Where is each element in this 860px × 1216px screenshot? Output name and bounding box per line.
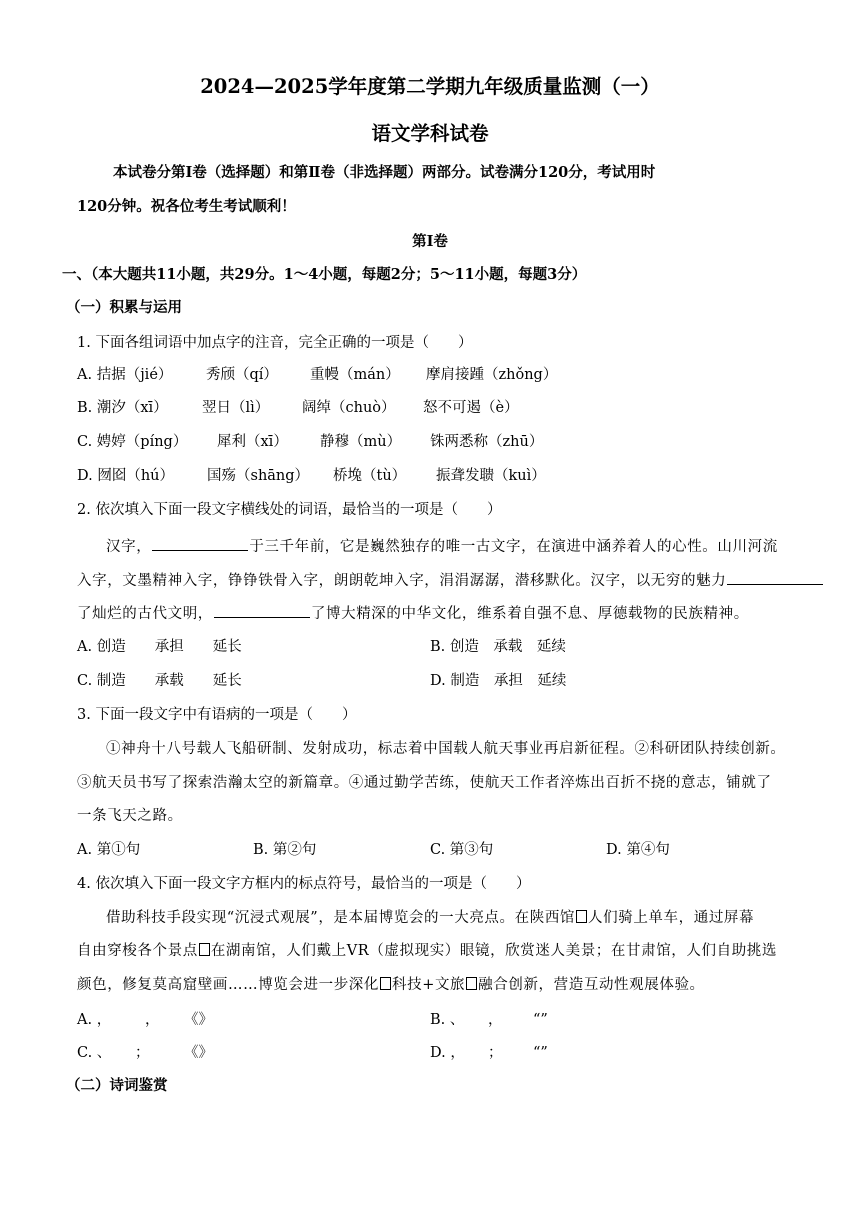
intro-line-2: 120分钟。祝各位考生考试顺利！ — [77, 198, 296, 215]
q2-option-c: C. 制造 承载 延长 — [77, 673, 242, 689]
q4-stem: 4. 依次填入下面一段文字方框内的标点符号，最恰当的一项是（ ） — [77, 876, 531, 892]
q2-option-b: B. 创造 承载 延续 — [430, 639, 566, 655]
q2-blank-2 — [727, 570, 823, 585]
section-title: 一、（本大题共11小题，共29分。1～4小题，每题2分；5～11小题，每题3分） — [62, 266, 587, 283]
q2-passage-line-3: 了灿烂的古代文明， 了博大精深的中华文化，维系着自强不息、厚德载物的民族精神。 — [77, 603, 749, 624]
q3-stem: 3. 下面一段文字中有语病的一项是（ ） — [77, 707, 357, 723]
q2-option-a: A. 创造 承担 延长 — [77, 639, 242, 655]
q4-passage-line-1: 借助科技手段实现“沉浸式观展”，是本届博览会的一大亮点。在陕西馆 人们骑上单车，通过屏幕 — [106, 910, 755, 926]
q4-box-4 — [466, 977, 477, 990]
q3-passage-line-3: 一条飞天之路。 — [77, 808, 183, 824]
q2-stem: 2. 依次填入下面一段文字横线处的词语，最恰当的一项是（ ） — [77, 502, 502, 518]
q4-passage-line-3: 颜色，修复莫高窟壁画……博览会进一步深化 科技+文旅 融合创新，营造互动性观展体验。 — [77, 977, 705, 993]
q3-option-d: D. 第④句 — [606, 842, 670, 858]
q4-box-2 — [199, 943, 210, 956]
q3-option-b: B. 第②句 — [253, 842, 317, 858]
q3-passage-line-1: ①神舟十八号载人飞船研制、发射成功，标志着中国载人航天事业再启新征程。②科研团队持续创新。 — [106, 741, 786, 757]
exam-subtitle: 语文学科试卷 — [371, 122, 489, 145]
subsection-title-1: （一）积累与运用 — [66, 299, 182, 316]
q2-option-d: D. 制造 承担 延续 — [430, 673, 567, 689]
exam-page: 2024—2025学年度第二学期九年级质量监测（一） 语文学科试卷 本试卷分第Ⅰ卷（选择题）和第Ⅱ卷（非选择题）两部分。试卷满分120分，考试用时 120分钟。祝各位考生考试顺利！ 第Ⅰ卷 一、（本大题共11小题，共29分。1～4小题，每题2分；5～11小题，每题3分） （一）积累与运用 1. 下面各组词语中加点字的注音，完全正确的一项是（ ） A. 拮据（jié） 秀颀（qí） 重幔（mán） 摩肩接踵（zhǒng） B. 潮汐（xī） 翌日（lì） 阔绰（chuò） 怒不可遏（è） C. 娉婷（píng） 犀利（xī） 静穆（mù） 铢两悉称（zhū） D. 囫囵（hú） 国殇（shāng） 桥堍（tù） 振聋发聩（kuì） 2. 依次填入下面一段文字横线处的词语，最恰当的一项是（ ） 汉字， 于三千年前，它是巍然独存的唯一古文字，在演进中涵养着人的心性。山川河流 入字，文墨精神入字，铮铮铁骨入字，朗朗乾坤入字，涓涓潺潺，潜移默化。汉字，以无穷的魅力 了灿烂的古代文明， 了博大精深的中华文化，维系着自强不息、厚德载物的民族精神。 A. 创造 承担 延长 B. 创造 承载 延续 C. 制造 承载 延长 D. 制造 承担 延续 3. 下面一段文字中有语病的一项是（ ） ①神舟十八号载人飞船研制、发射成功，标志着中国载人航天事业再启新征程。②科研团队持续创新。 ③航天员书写了探索浩瀚太空的新篇章。④通过勤学苦练，使航天工作者淬炼出百折不挠的意志，铺就了 一条飞天之路。 A. 第①句 B. 第②句 C. 第③句 D. 第④句 4. 依次填入下面一段文字方框内的标点符号，最恰当的一项是（ ） 借助科技手段实现“沉浸式观展”，是本届博览会的一大亮点。在陕西馆 人们骑上单车，通过屏幕 自由穿梭各个景点 在湖南馆，人们戴上VR（虚拟现实）眼镜，欣赏迷人美景；在甘肃馆，人们自助挑选 颜色，修复莫高窟壁画……博览会进一步深化 科技+文旅 融合创新，营造互动性观展体验。 A. ， ， 《》 B. 、 ， “” C. 、 ； 《》 D. ， ； “” （二）诗词鉴赏 — [0, 0, 860, 1216]
q3-option-c: C. 第③句 — [430, 842, 494, 858]
q2-blank-3 — [214, 603, 310, 618]
q3-passage-line-2: ③航天员书写了探索浩瀚太空的新篇章。④通过勤学苦练，使航天工作者淬炼出百折不挠的意志，铺就了 — [77, 775, 772, 791]
q4-box-1 — [576, 910, 587, 923]
subsection-title-2: （二）诗词鉴赏 — [66, 1077, 168, 1094]
q4-box-3 — [380, 977, 391, 990]
q3-option-a: A. 第①句 — [77, 842, 141, 858]
exam-title: 2024—2025学年度第二学期九年级质量监测（一） — [200, 75, 660, 98]
q2-blank-1 — [152, 536, 248, 551]
q2-passage-line-1: 汉字， 于三千年前，它是巍然独存的唯一古文字，在演进中涵养着人的心性。山川河流 — [106, 536, 778, 557]
q2-passage-line-2: 入字，文墨精神入字，铮铮铁骨入字，朗朗乾坤入字，涓涓潺潺，潜移默化。汉字，以无穷的魅力 — [77, 570, 824, 591]
q4-passage-line-2: 自由穿梭各个景点 在湖南馆，人们戴上VR（虚拟现实）眼镜，欣赏迷人美景；在甘肃馆，人们自助挑选 — [77, 943, 777, 959]
intro-line-1: 本试卷分第Ⅰ卷（选择题）和第Ⅱ卷（非选择题）两部分。试卷满分120分，考试用时 — [113, 164, 656, 181]
part-label: 第Ⅰ卷 — [412, 233, 448, 250]
q1-stem: 1. 下面各组词语中加点字的注音，完全正确的一项是（ ） — [77, 335, 473, 351]
